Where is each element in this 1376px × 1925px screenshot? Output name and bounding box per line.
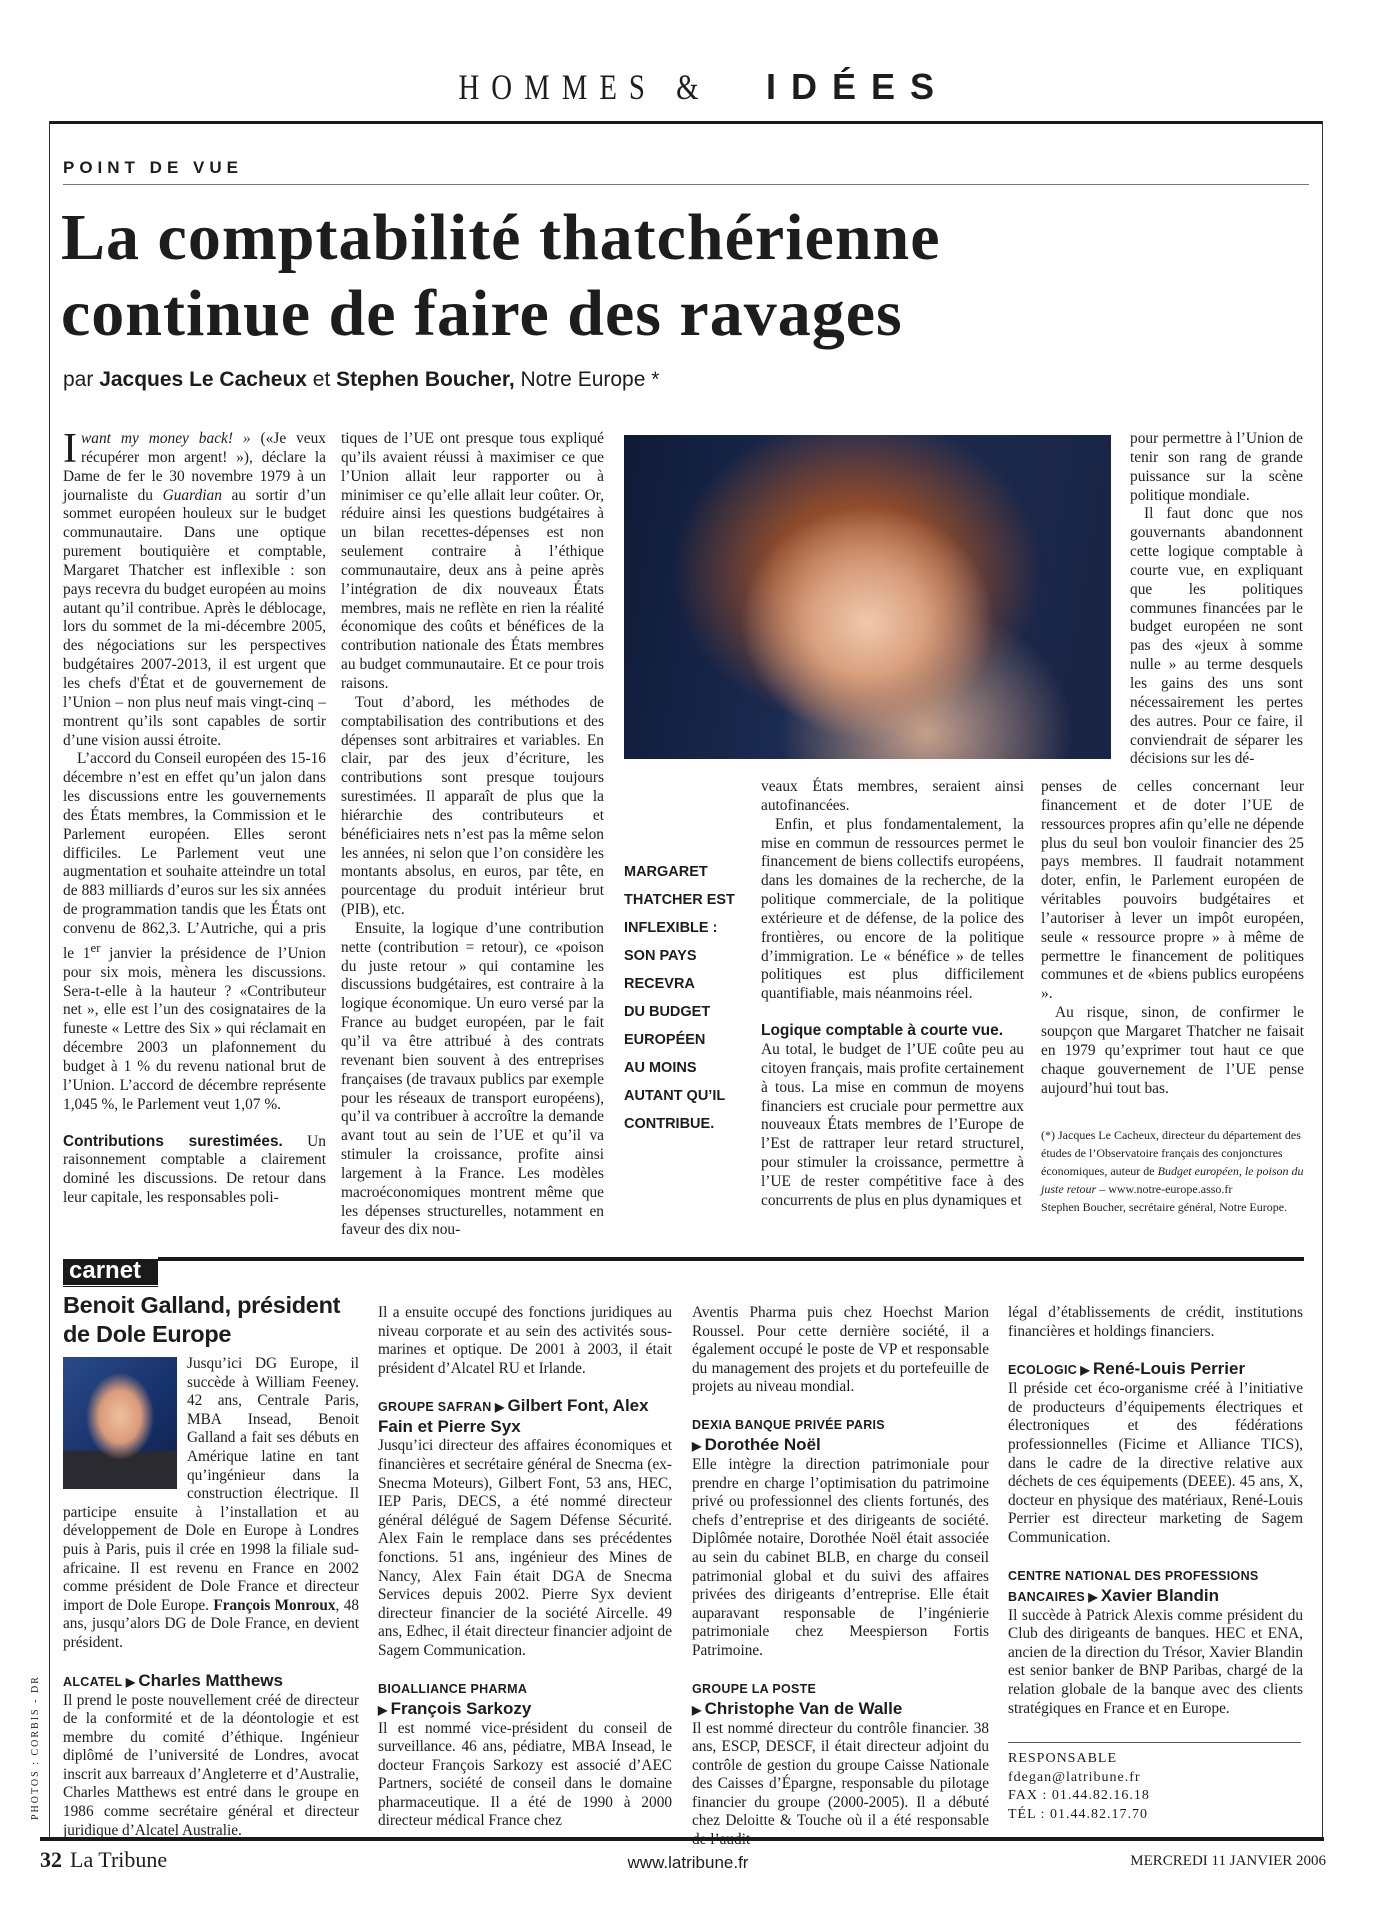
footer-date: MERCREDI 11 JANVIER 2006 [1130,1853,1326,1869]
margaret-thatcher-photo [624,435,1111,759]
paragraph [378,1304,672,1378]
caption-line: CONTRIBUE. [624,1116,715,1132]
paragraph [1041,1126,1304,1198]
responsable-email[interactable]: fdegan@latribune.fr [1008,1769,1141,1785]
triangle-arrow-icon: ▶ [692,1702,705,1717]
appointment-heading [378,1679,672,1720]
italic-text: want my money back! » [81,430,251,447]
company-name: GROUPE LA POSTE [692,1681,817,1696]
column-4-body [1041,778,1304,1098]
photo-caption [624,858,740,1138]
text-run: Aventis Pharma puis chez Hoechst Marion Roussel. Pour cette dernière société, il a également occupé le poste de VP et responsable du management des projets et du portefeuille de projets au niveau mondial. [692,1304,989,1396]
text-run: Jusqu’ici directeur des affaires économiques et financières et secrétaire général de Snecma (ex-Snecma Moteurs), Gilbert Font, 53 ans, HEC, IEP Paris, DECS, a été nommé directeur général délégué de Sagem Défense Sécurité. Alex Fain le remplace dans ses précédentes fonctions. 51 ans, ingénieur des Mines de Nancy, Alex Fain était DGA de Snecma Services depuis 2002. Pierre Syx devient directeur financier de la société Aircelle. 49 ans, Edhec, il était directeur financier adjoint de Sagem Communication. [378,1437,672,1659]
byline-author: Stephen Boucher, [336,368,515,391]
byline [63,368,659,392]
paragraph [1041,1198,1304,1216]
page-number: 32 [40,1847,62,1872]
paragraph [692,1720,989,1850]
paragraph [1008,1380,1303,1547]
carnet-column-4 [1008,1304,1303,1718]
paragraph [1130,430,1303,505]
paragraph [1041,1004,1304,1098]
triangle-arrow-icon: ▶ [692,1438,705,1453]
section-title [0,66,1376,108]
drop-cap: I [63,426,77,472]
responsable-rule [1008,1742,1301,1743]
superscript: er [90,940,101,955]
caption-line: AUTANT QU’IL [624,1088,726,1104]
text-run: au sortir d’un sommet européen houleux sur le budget communautaire. Dans une optique purement boutiquière et comptable, Margaret Thatcher est inflexible : son pays recevra du budget européen au moins autant qu’il contribue. Après le déblocage, lors du sommet de la mi-décembre 2005, des négociations sur les perspectives budgétaires 2007-2013, il est urgent que les chefs d'État et de gouvernement de l’Union – non plus neuf mais vingt-cinq – montrent qu’ils sont capables de sortir d’une vision aussi étroite. [63,486,326,749]
text-run: Il succède à Patrick Alexis comme président du Club des dirigeants de banques. HEC et ENA, ancien de la direction du Trésor, Xavier Blandin est senior banker de BNP Paribas, chargé de la relation globale de la banque avec des clients stratégiques en France et en Europe. [1008,1606,1303,1717]
paragraph [1008,1607,1303,1719]
paragraph [1008,1304,1303,1341]
footer-url[interactable]: www.latribune.fr [627,1853,749,1872]
person-name-text: Charles Matthews [138,1670,283,1690]
paragraph [63,1692,359,1841]
text-run: Il préside cet éco-organisme créé à l’initiative de producteurs d’équipements électriques et électroniques et des fédérations professionnelles (Ficime et Alliance TICS), dans le cadre de la directive relative aux déchets de ces équipements (DEEE). 45 ans, X, docteur en physique des matériaux, René-Louis Perrier est directeur marketing de Sagem Communication. [1008,1380,1303,1546]
headline-line: La comptabilité thatchérienne [61,201,941,274]
caption-line: DU BUDGET [624,1004,711,1020]
kicker: POINT DE VUE [63,158,243,177]
paragraph [63,426,326,750]
italic-text: Guardian [162,486,222,504]
text-run: Un raisonnement comptable a clairement dominé les discussions. De retour dans leur capitale, les responsables poli- [63,1132,326,1207]
article-column-4-top [1130,430,1303,769]
person-name-text: Gilbert Font, Alex Fain et Pierre Syx [378,1396,649,1437]
text-run: Il prend le poste nouvellement créé de directeur de la conformité et de la déontologie et est membre du comité d’éthique. Ingénieur diplômé de l’université de Londres, avocat inscrit aux barreaux d’Angleterre et d’Australie, Charles Matthews est entré dans le groupe en 1986 comme secrétaire général et directeur juridique d’Alcatel Australie. [63,1691,359,1839]
company-name: ALCATEL [63,1674,123,1689]
paragraph [692,1456,989,1661]
headline-line: continue de faire des ravages [61,277,903,350]
paragraph [341,430,604,694]
text-run: légal d’établissements de crédit, institutions financières et holdings financiers. [1008,1304,1303,1340]
bold-text: François Monroux [213,1596,336,1614]
paragraph [761,1041,1024,1211]
paragraph [378,1720,672,1832]
paragraph [63,1133,326,1208]
caption-line: SON PAYS [624,948,697,964]
text-run: penses de celles concernant leur financement et de doter l’UE de ressources propres afin qu’elle ne dépende plus du seul bon vouloir financier des 25 pays membres. Il faudrait notamment doter, enfin, le Parlement européen de véritables pouvoirs budgétaires et l’autoriser à lever un impôt européen, seule « ressource propre » à même de permettre le financement de politiques communes et de «biens publics européens ». [1041,778,1304,1003]
text-run: – www.notre-europe.asso.fr [1096,1182,1233,1197]
benoit-galland-photo [63,1357,177,1489]
carnet-label-rule [63,1286,158,1287]
caption-line: MARGARET [624,864,708,880]
caption-line: INFLEXIBLE : [624,920,718,936]
kicker-rule [63,184,1309,185]
paragraph [341,694,604,920]
appointment-heading [1008,1566,1303,1607]
responsable-fax: FAX : 01.44.82.16.18 [1008,1788,1150,1804]
text-run: Ensuite, la logique d’une contribution nette (contribution = retour), ce «poison du juste retour » qui contamine les discussions budgétaires, est contraire à la logique économique. Un euro versé par la France au budget européen, par le fait qu’il va être attribué à des contrats revenant bien souvent à des entreprises françaises (de travaux publics par exemple pour les réseaux de transport européens), qu’il va contribuer à accroître la demande avant tout au sein de l’UE et qu’il va stimuler la croissance, profite ainsi largement à la France. Les modèles macroéconomiques montrent même que les dépenses structurelles, notamment en faveur des dix nou- [341,919,604,1239]
person-name-text: Xavier Blandin [1100,1585,1220,1605]
paragraph [1041,778,1304,1004]
triangle-arrow-icon: ▶ [1077,1363,1093,1378]
photo-credit: PHOTOS : CORBIS - DR [30,1675,41,1820]
company-name: BIOALLIANCE PHARMA [378,1681,528,1696]
caption-line: EUROPÉEN [624,1032,706,1048]
responsable-tel: TÉL : 01.44.82.17.70 [1008,1806,1149,1822]
text-run: («Je veux récupérer mon argent! »), déclare la Dame de fer le 30 novembre 1979 à un journaliste du [63,430,326,504]
appointment-heading [692,1415,989,1456]
byline-author: Jacques Le Cacheux [99,368,307,391]
text-run: L’accord du Conseil européen des 15-16 décembre n’est en effet qu’un jalon dans les discussions entre les gouvernements des États membres, la Commission et le Parlement européen. Elles seront difficiles. Le Parlement veut une augmentation et souhaite atteindre un total de 883 milliards d’euros sur les six années de programmation tandis que les États ont convenu de 862,3. L’Autriche, qui a pris le 1 [63,750,326,962]
text-run: Enfin, et plus fondamentalement, la mise en commun de ressources permet le financement de biens collectifs européens, dans les domaines de la recherche, de la politique commerciale, de la politique extérieure et de défense, de la police des frontières, ou encore de la politique d’immigration. Le « bénéfice » de telles politiques est plus difficilement quantifiable, mais néanmoins réel. [761,815,1024,1003]
responsable-label: RESPONSABLE [1008,1751,1118,1766]
text-run: Tout d’abord, les méthodes de comptabilisation des contributions et des dépenses sont arbitraires et variables. En clair, par des jeux d’écriture, les contributions sont presque toujours surestimées. Il apparaît de plus que la hiérarchie des contributeurs et bénéficiaires nets n’est pas la même selon les années, ni selon que l’on considère les montants absolus, en euros, par tête, en pourcentage du produit intérieur brut (PIB), etc. [341,693,604,919]
subheading: Logique comptable à courte vue. [761,1022,1004,1040]
paragraph [1130,505,1303,769]
frame-left-rule [49,121,50,1841]
person-name-text: Christophe Van de Walle [704,1698,903,1718]
caption-line: THATCHER EST [624,892,735,908]
text-run: Il a ensuite occupé des fonctions juridiques au niveau corporate et au sein des activités sous-marines et optique. De 2001 à 2003, il était président d’Alcatel RU et Irlande. [378,1304,672,1377]
text-run: tiques de l’UE ont presque tous expliqué qu’ils avaient réussi à maximiser ce que l’Union allait leur rapporter ou à minimiser ce qu’elle allait leur coûter. Or, réduire ainsi les questions budgétaires à un bilan recettes-dépenses est non seulement contraire à l’éthique communautaire, deux ans à peine après l’intégration de dix nouveaux États membres, mais ne reflète en rien la réalité économique des coûts et bénéfices de la contribution nationale des États membres au budget communautaire. Et ce pour trois raisons. [341,430,604,692]
text-run: Elle intègre la direction patrimoniale pour prendre en charge l’optimisation du patrimoine privé ou professionnel des clients fortunés, des chefs d’entreprise et des dirigeants de société. Diplômée notaire, Dorothée Noël était associée au sein du cabinet BLB, en charge du conseil patrimonial global et du suivi des affaires privées des dirigeants d’entreprise. Elle était auparavant responsable de l’ingénierie patrimoniale chez Meespierson Fortis Patrimoine. [692,1455,989,1659]
text-run: Au total, le budget de l’UE coûte peu au citoyen français, mais profite certainement à tous. La mise en commun de moyens financiers est cruciale pour permettre aux nouveaux États membres de l’Europe de l’Est de rattraper leur retard structurel, pour stimuler la croissance, permettre à l’UE de rester compétitive face à des concurrents de plus en plus dynamiques et [761,1040,1024,1209]
appointment-heading [63,1671,359,1692]
paper-name: La Tribune [70,1847,168,1872]
responsable-contact [1008,1750,1150,1824]
carnet-column-1 [63,1291,359,1840]
section-lead: Contributions surestimées. [63,1132,283,1150]
appointment-heading [378,1396,672,1437]
person-name [692,1435,989,1456]
appointment-heading [692,1679,989,1720]
text-run: Il est nommé directeur du contrôle financier. 38 ans, ESCP, DESCF, il était directeur adjoint du contrôle de gestion du groupe Caisse Nationale des Caisses d’Épargne, responsable du pilotage financier du groupe (2000-2005). Il a débuté chez Deloitte & Touche où il a été responsable de l’audit [692,1719,989,1849]
company-name: GROUPE SAFRAN [378,1400,492,1415]
italic-text: Budget européen, le poison du juste retour [1041,1164,1304,1197]
text-run: Au risque, sinon, de confirmer le soupçon que Margaret Thatcher ne faisait en 1979 qu’exprimer tout haut ce que chaque gouvernement de l’UE pense aujourd’hui tout bas. [1041,1004,1304,1097]
paragraph [63,750,326,1114]
triangle-arrow-icon: ▶ [122,1674,139,1689]
article-column-1 [63,426,326,1208]
caption-line: RECEVRA [624,976,695,992]
person-name [692,1699,989,1720]
paragraph [341,920,604,1240]
article-column-3 [761,778,1024,1211]
byline-mid: et [306,368,337,391]
byline-suffix: Notre Europe * [514,368,660,391]
paragraph [378,1437,672,1660]
text-run: Stephen Boucher, secrétaire général, Notre Europe. [1041,1200,1288,1215]
section-title-bold: IDÉES [765,66,950,107]
paragraph [761,816,1024,1004]
text-run: , 48 ans, jusqu’alors DG de Dole France, en devient président. [63,1596,359,1651]
frame-right-rule [1322,121,1323,1841]
author-footnote [1041,1126,1304,1216]
text-run: janvier la présidence de l’Union pour six mois, mènera les discussions. Sera-t-elle à la hauteur ? «Contributeur net », elle est l’un des cosignataires de la funeste « Lettre des Six » qui réclamait en décembre 2003 un plafonnement du budget à 1 % du revenu national brut de l’Union. L’accord de décembre représente 1,045 %, le Parlement veut 1,07 %. [63,944,326,1113]
carnet-label: carnet [63,1259,158,1285]
person-name-text: Dorothée Noël [704,1434,821,1454]
text-run: Il faut donc que nos gouvernants abandonnent cette logique comptable à courte vue, en expliquant que les politiques communes financées par le budget européen ne sont pas des «jeux à somme nulle » au terme desquels les gains des uns sont nécessairement les pertes des autres. Pour ce faire, il conviendrait de séparer les décisions sur les dé- [1130,505,1303,768]
article-headline [61,200,1301,352]
caption-line: AU MOINS [624,1060,697,1076]
triangle-arrow-icon: ▶ [378,1702,391,1717]
person-name-text: René-Louis Perrier [1092,1359,1246,1379]
byline-prefix: par [63,368,100,391]
text-run: veaux États membres, seraient ainsi autofinancées. [761,778,1024,814]
article-column-4-bottom [1041,778,1304,1216]
carnet-headline: Benoit Galland, président de Dole Europe [63,1292,341,1347]
appointment-heading [1008,1359,1303,1380]
company-name: CENTRE NATIONAL DES PROFESSIONS BANCAIRES [1008,1568,1259,1604]
triangle-arrow-icon: ▶ [491,1400,508,1415]
person-name [123,1671,283,1690]
person-name-text: François Sarkozy [390,1698,532,1718]
company-name: ECOLOGIC [1008,1363,1078,1378]
company-name: DEXIA BANQUE PRIVÉE PARIS [692,1417,885,1432]
carnet-rule [158,1257,1304,1261]
person-name [378,1699,672,1720]
text-run: (*) Jacques Le Cacheux, directeur du département des études de l’Observatoire français des conjonctures économiques, auteur de [1041,1128,1301,1179]
frame-top-rule [49,121,1323,124]
text-run: Il est nommé vice-président du conseil de surveillance. 46 ans, pédiatre, MBA Insead, le docteur François Sarkozy est associé d’AEC Partners, société de conseil dans le domaine pharmaceutique. Il a été de 1990 à 2000 directeur médical France chez [378,1719,672,1830]
article-column-2 [341,430,604,1240]
person-name [1085,1586,1219,1605]
section-title-light: HOMMES & [458,67,711,107]
paragraph [761,778,1024,816]
triangle-arrow-icon: ▶ [1085,1589,1101,1604]
carnet-column-3 [692,1304,989,1850]
text-run: pour permettre à l’Union de tenir son rang de grande puissance sur la scène politique mondiale. [1130,430,1303,504]
carnet-column-2 [378,1304,672,1831]
paragraph [692,1304,989,1397]
text-run: Jusqu’ici DG Europe, il succède à William Feeney. 42 ans, Centrale Paris, MBA Insead, Benoit Galland a fait ses débuts en Amérique latine en tant qu’ingénieur dans la construction électrique. Il participe ensuite à l’installation et au développement de Dole en Europe à Londres puis à Paris, puis il crée en 1998 la filiale sud-africaine. Il est revenu en France en 2002 comme président de Dole France et directeur import de Dole Europe. [63,1355,359,1614]
person-name [1077,1359,1245,1378]
